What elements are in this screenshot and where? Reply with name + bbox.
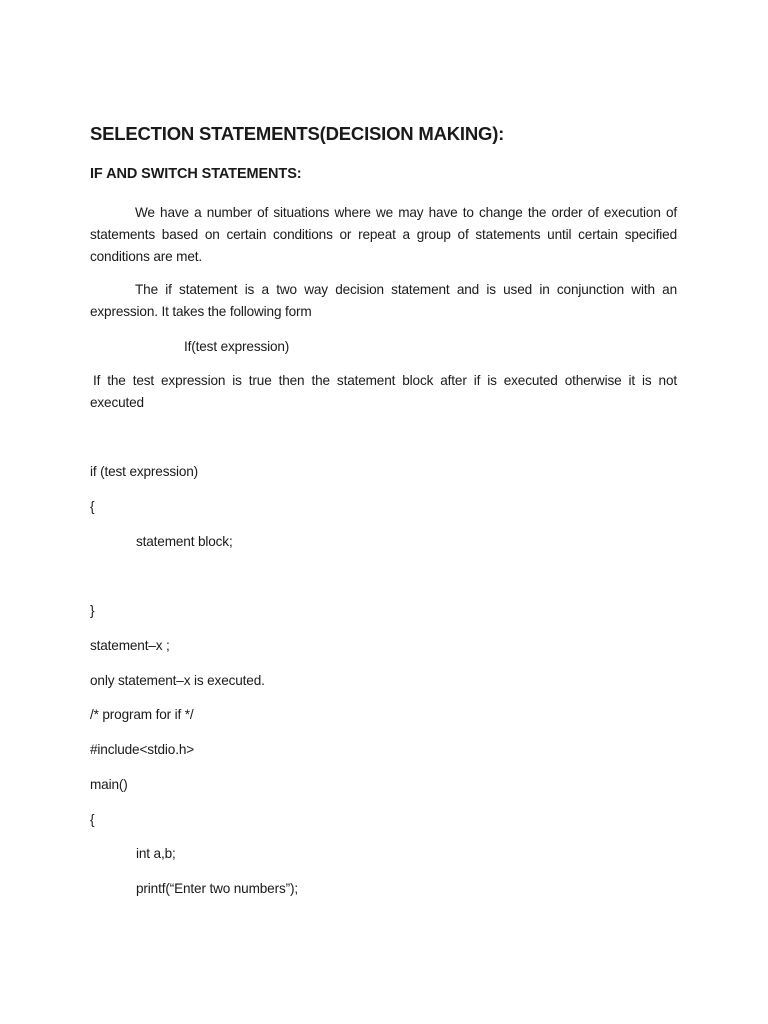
syntax-form: If(test expression) (184, 339, 290, 354)
paragraph-if-description: The if statement is a two way decision statement and is used in conjunction with an expression. It takes the following form (90, 282, 677, 319)
code-line: if (test expression) (90, 464, 199, 479)
paragraph-if-behavior: If the test expression is true then the statement block after if is executed otherwise it is not executed (90, 373, 677, 410)
code-line: main() (90, 777, 128, 792)
code-line: only statement–x is executed. (90, 673, 265, 688)
paragraph-intro: We have a number of situations where we may have to change the order of execution of statements based on certain conditions or repeat a group of statements until certain specified conditions are met. (90, 205, 677, 264)
code-line: /* program for if */ (90, 707, 194, 722)
code-line: { (90, 812, 95, 827)
code-line: } (90, 603, 95, 618)
sub-heading: IF AND SWITCH STATEMENTS: (90, 166, 302, 182)
code-line: statement–x ; (90, 638, 170, 653)
code-line: statement block; (136, 534, 233, 549)
code-line: { (90, 499, 95, 514)
code-line: int a,b; (136, 846, 176, 861)
code-line: printf(“Enter two numbers”); (136, 881, 298, 896)
code-line: #include<stdio.h> (90, 742, 195, 757)
main-heading: SELECTION STATEMENTS(DECISION MAKING): (90, 123, 505, 144)
